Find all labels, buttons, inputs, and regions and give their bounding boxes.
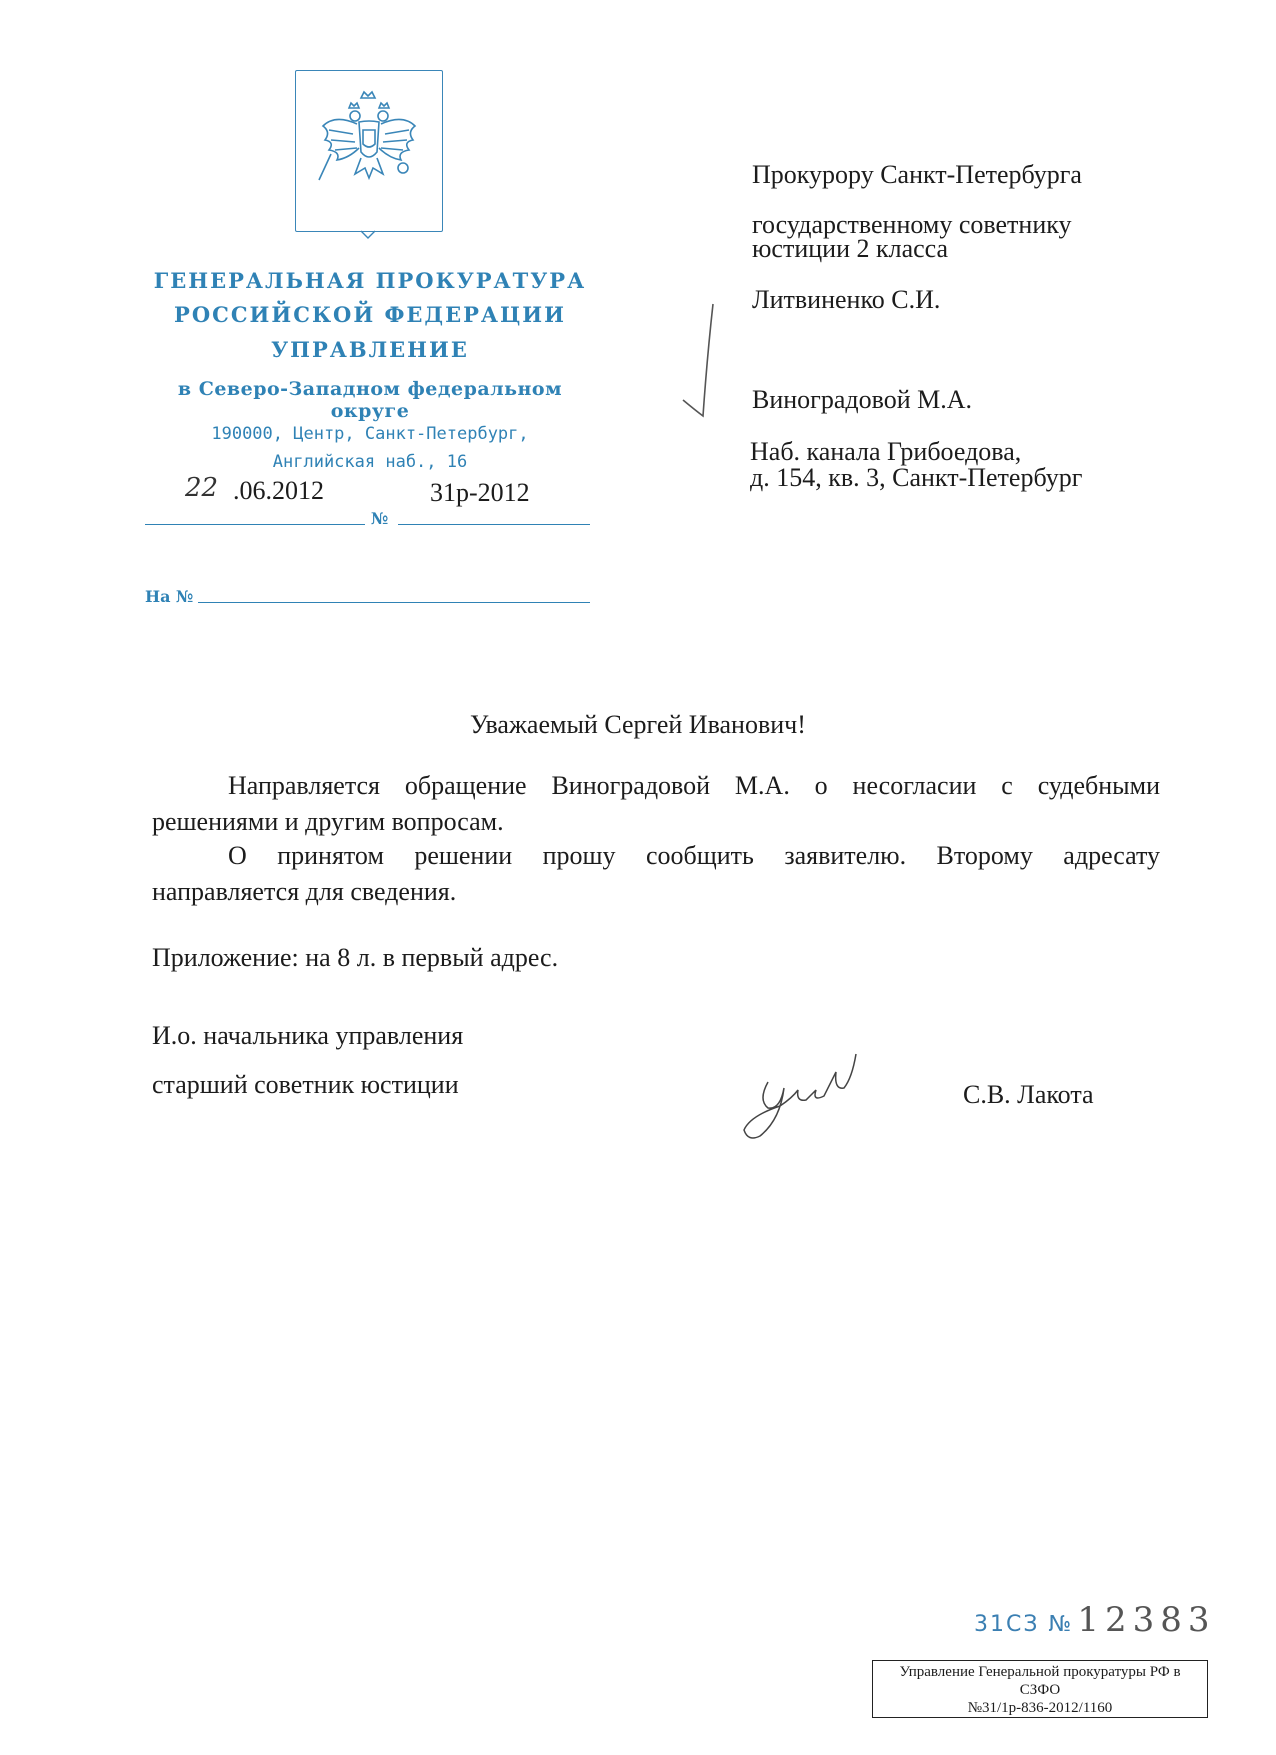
outgoing-number: 31р-2012 [430,478,530,507]
stamp-line1: Управление Генеральной прокуратуры РФ в [899,1664,1181,1680]
signer-title-line2: старший советник юстиции [152,1070,459,1099]
paragraph1-line1 [152,773,1160,799]
number-underline [398,524,590,525]
registration-prefix: 31СЗ № [974,1612,1074,1637]
check-mark-icon [675,298,725,423]
org-department: в Северо-Западном федеральном округе [177,378,563,422]
registration-stamp [872,1660,1208,1718]
date-month-year: .06.2012 [233,476,324,505]
signer-title-line1: И.о. начальника управления [152,1021,464,1050]
number-label: № [371,509,389,528]
stamp-line2: СЗФО [1019,1682,1061,1698]
org-name-line3: УПРАВЛЕНИЕ [271,337,469,362]
attachment-note: Приложение: на 8 л. в первый адрес. [152,943,559,972]
recipient-line3: юстиции 2 класса [752,234,949,263]
signature-icon [740,1050,870,1140]
second-recipient-address1: Наб. канала Грибоедова, [750,437,1022,466]
second-recipient-name: Виноградовой М.А. [752,385,973,414]
second-recipient-address2: д. 154, кв. 3, Санкт-Петербург [750,463,1083,492]
reply-to-underline [198,602,590,603]
paragraph1-text: Направляется обращение Виноградовой М.А. о несогласии с судебными [228,771,1160,800]
date-underline [145,524,365,525]
org-address-line2: Английская наб., 16 [272,452,468,472]
org-name-line1: ГЕНЕРАЛЬНАЯ ПРОКУРАТУРА [153,268,587,293]
paragraph2-line1 [152,843,1160,869]
org-address-line1: 190000, Центр, Санкт-Петербург, [211,424,529,444]
recipient-name: Литвиненко С.И. [752,285,941,314]
recipient-line2: государственному советнику [752,210,1072,239]
registration-number [974,1600,1216,1640]
registration-number-value: 12383 [1077,1600,1216,1640]
salutation: Уважаемый Сергей Иванович! [470,710,806,739]
paragraph1-line2: решениями и другим вопросам. [152,807,504,836]
reply-to-label: На № [145,587,194,606]
recipient-line1: Прокурору Санкт-Петербурга [752,160,1082,189]
paragraph2-line2: направляется для сведения. [152,877,457,906]
org-name-line2: РОССИЙСКОЙ ФЕДЕРАЦИИ [174,302,566,327]
coat-of-arms-emblem-icon [295,70,443,245]
date-day-handwritten: 22 [185,473,219,503]
paragraph2-text: О принятом решении прошу сообщить заявителю. Второму адресату [228,841,1160,870]
signer-name: С.В. Лакота [963,1080,1094,1109]
stamp-line3: №31/1р-836-2012/1160 [967,1700,1113,1716]
